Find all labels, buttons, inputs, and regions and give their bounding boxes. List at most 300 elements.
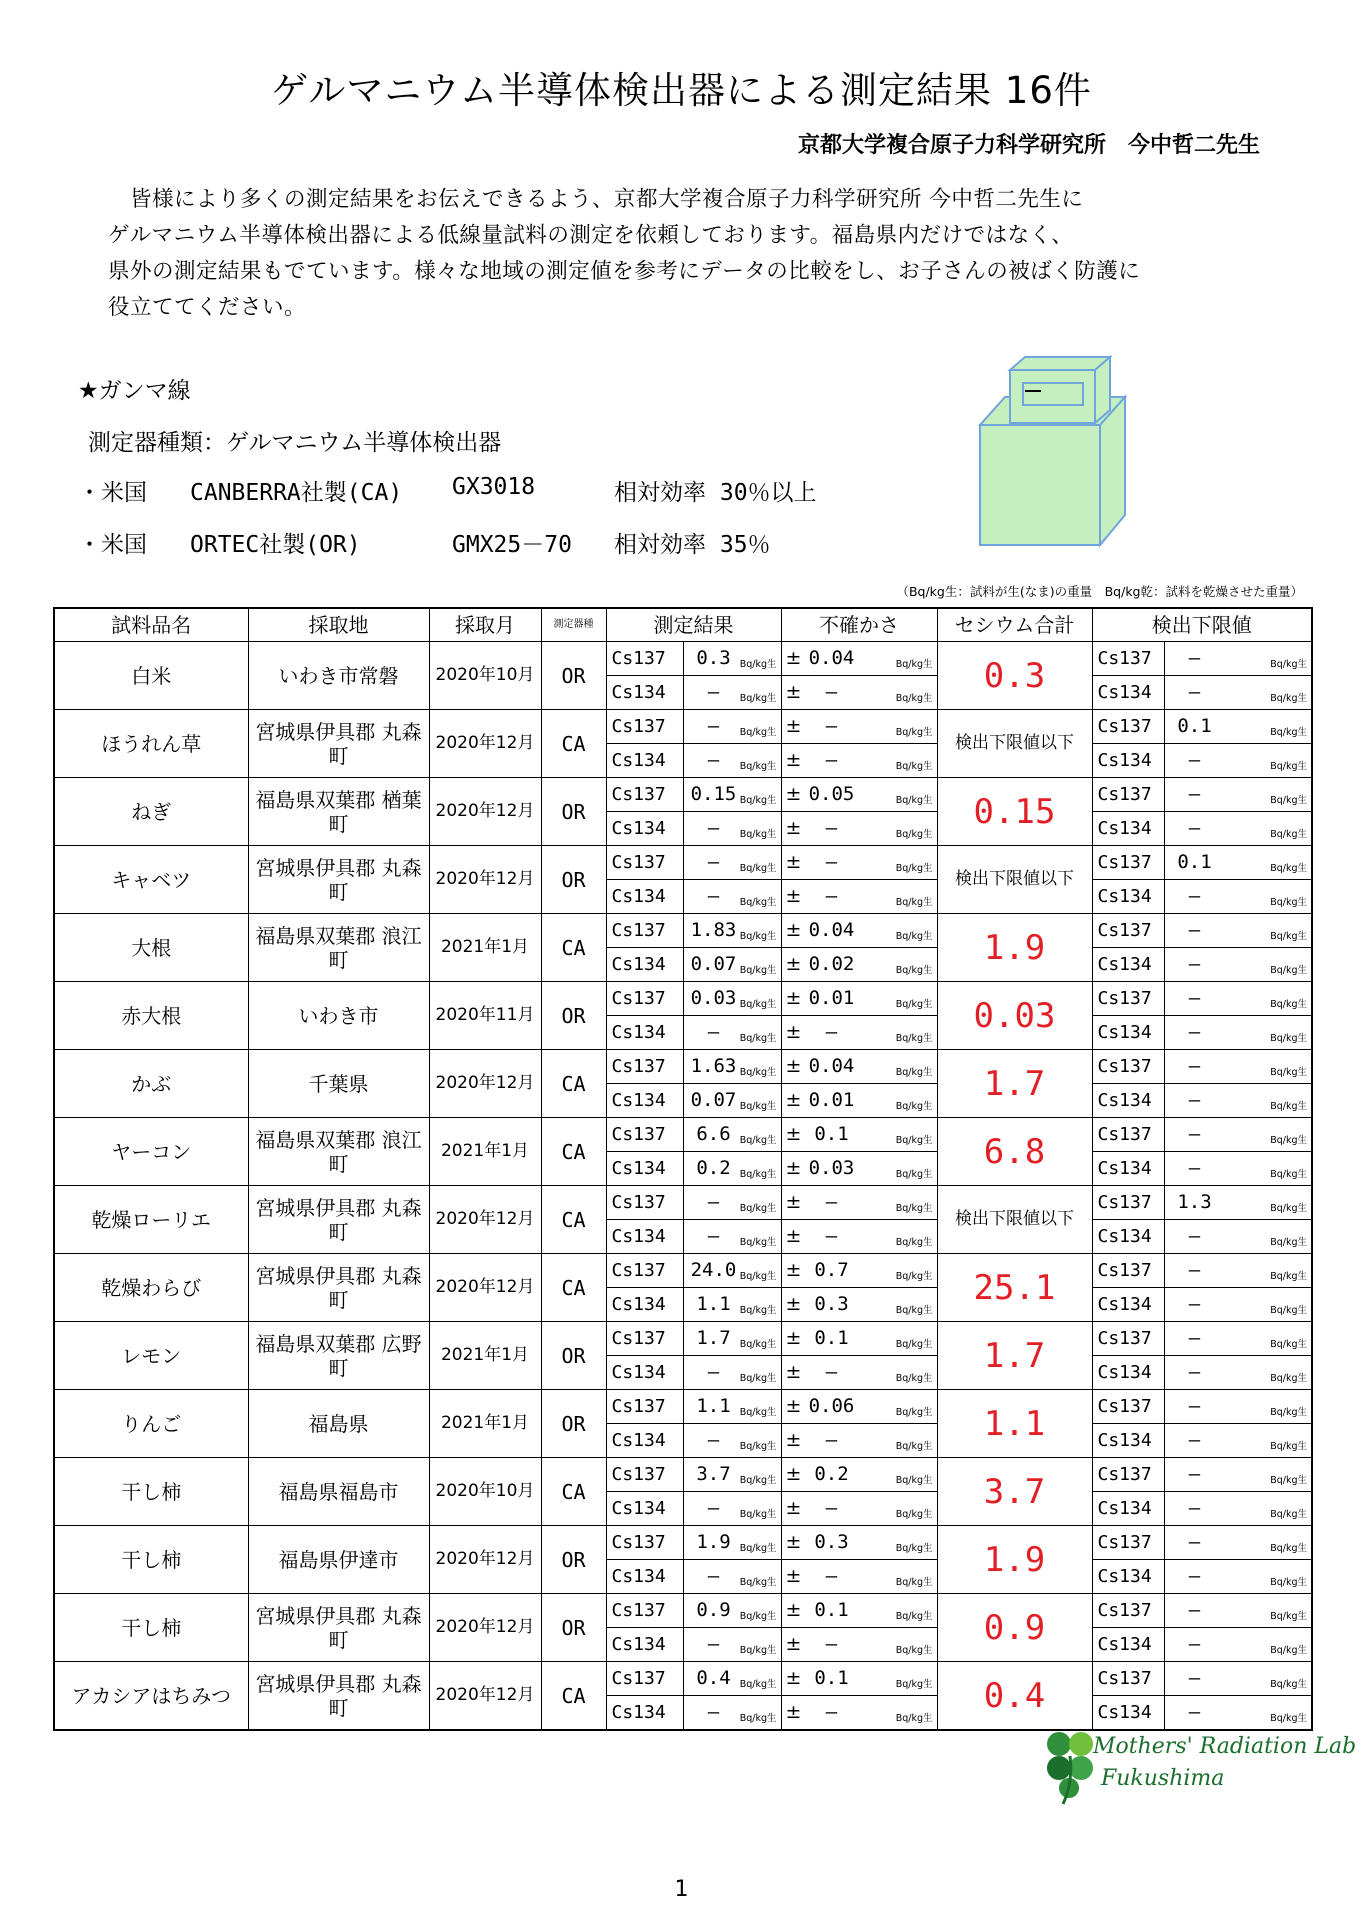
isotope-label: Cs137 [1092, 1594, 1164, 1628]
uncertainty-value: ― [825, 681, 838, 703]
isotope-label: Cs137 [1092, 982, 1164, 1016]
result-cs137 [683, 1594, 781, 1628]
uncertainty-cs137 [781, 1118, 937, 1152]
result-cs134 [683, 1424, 781, 1458]
unit-label: Bq/kg生 [895, 1406, 933, 1418]
isotope-label: Cs137 [606, 1458, 683, 1492]
sample-name: かぶ [54, 1050, 248, 1118]
isotope-label: Cs134 [606, 676, 683, 710]
results-table [53, 607, 1313, 1731]
table-row [54, 1322, 1312, 1356]
limit-cs137 [1164, 642, 1312, 676]
limit-cs134 [1164, 1288, 1312, 1322]
sample-name: 干し柿 [54, 1526, 248, 1594]
isotope-label: Cs134 [1092, 1084, 1164, 1118]
header-uncertainty: 不確かさ [781, 608, 937, 642]
detector-model-1: GX3018 [452, 474, 536, 500]
result-value: ― [707, 715, 720, 737]
result-value: ― [707, 1633, 720, 1655]
uncertainty-value: ― [825, 1701, 838, 1723]
uncertainty-cs134 [781, 948, 937, 982]
unit-label: Bq/kg生 [1270, 1678, 1307, 1690]
plus-minus: ± [785, 1361, 802, 1383]
unit-label: Bq/kg生 [739, 692, 777, 704]
limit-value: ― [1188, 1157, 1201, 1179]
limit-value: ― [1188, 1259, 1201, 1281]
uncertainty-value: 0.1 [814, 1599, 849, 1621]
unit-label: Bq/kg生 [895, 1440, 933, 1452]
result-cs137 [683, 1050, 781, 1084]
uncertainty-cs134 [781, 1356, 937, 1390]
result-cs134 [683, 744, 781, 778]
limit-cs137 [1164, 846, 1312, 880]
result-cs137 [683, 1186, 781, 1220]
sample-date: 2020年12月 [429, 1050, 541, 1118]
unit-label: Bq/kg生 [1270, 1610, 1307, 1622]
result-cs137 [683, 1458, 781, 1492]
uncertainty-value: 0.1 [814, 1123, 849, 1145]
limit-value: ― [1188, 953, 1201, 975]
unit-label: Bq/kg生 [739, 1100, 777, 1112]
isotope-label: Cs134 [606, 1560, 683, 1594]
cesium-total: 1.9 [937, 1526, 1092, 1594]
result-value: ― [707, 1497, 720, 1519]
limit-cs137 [1164, 1186, 1312, 1220]
limit-value: 1.3 [1177, 1191, 1212, 1213]
sample-name: ヤーコン [54, 1118, 248, 1186]
result-value: ― [707, 681, 720, 703]
limit-cs137 [1164, 1526, 1312, 1560]
sample-date: 2020年10月 [429, 642, 541, 710]
isotope-label: Cs137 [606, 914, 683, 948]
cesium-total: 3.7 [937, 1458, 1092, 1526]
header-result: 測定結果 [606, 608, 781, 642]
sample-device: OR [541, 1390, 606, 1458]
sample-name: りんご [54, 1390, 248, 1458]
plus-minus: ± [785, 953, 802, 975]
table-header-row [54, 608, 1312, 642]
result-cs137 [683, 914, 781, 948]
sample-device: CA [541, 1458, 606, 1526]
uncertainty-cs137 [781, 846, 937, 880]
uncertainty-value: ― [825, 851, 838, 873]
unit-label: Bq/kg生 [739, 1270, 777, 1282]
uncertainty-value: 0.01 [808, 1089, 855, 1111]
isotope-label: Cs134 [606, 1356, 683, 1390]
page-title: ゲルマニウム半導体検出器による測定結果 16件 [271, 69, 1092, 112]
sample-device: OR [541, 982, 606, 1050]
sample-place: 福島県双葉郡 浪江町 [248, 914, 429, 982]
isotope-label: Cs134 [1092, 880, 1164, 914]
uncertainty-value: ― [825, 885, 838, 907]
uncertainty-cs137 [781, 1458, 937, 1492]
uncertainty-cs134 [781, 880, 937, 914]
table-row [54, 1050, 1312, 1084]
sample-place: 宮城県伊具郡 丸森町 [248, 846, 429, 914]
limit-cs134 [1164, 676, 1312, 710]
isotope-label: Cs134 [606, 1220, 683, 1254]
limit-value: 0.1 [1177, 715, 1212, 737]
unit-label: Bq/kg生 [895, 1032, 933, 1044]
uncertainty-value: 0.3 [814, 1531, 849, 1553]
result-value: ― [707, 851, 720, 873]
sample-place: 福島県双葉郡 浪江町 [248, 1118, 429, 1186]
unit-label: Bq/kg生 [1270, 1032, 1307, 1044]
uncertainty-value: ― [825, 1429, 838, 1451]
logo-text-line2: Fukushima [1101, 1766, 1225, 1791]
cesium-total: 0.9 [937, 1594, 1092, 1662]
detector-maker-1: CANBERRA社製(CA) [190, 480, 403, 506]
isotope-label: Cs137 [1092, 1458, 1164, 1492]
uncertainty-cs134 [781, 1084, 937, 1118]
result-value: ― [707, 885, 720, 907]
unit-label: Bq/kg生 [739, 1678, 777, 1690]
uncertainty-cs137 [781, 914, 937, 948]
limit-value: ― [1188, 681, 1201, 703]
unit-label: Bq/kg生 [895, 828, 933, 840]
unit-label: Bq/kg生 [895, 760, 933, 772]
unit-label: Bq/kg生 [895, 998, 933, 1010]
unit-label: Bq/kg生 [1270, 1202, 1307, 1214]
result-cs134 [683, 812, 781, 846]
isotope-label: Cs134 [1092, 1560, 1164, 1594]
isotope-label: Cs134 [1092, 1424, 1164, 1458]
plus-minus: ± [785, 1225, 802, 1247]
unit-label: Bq/kg生 [1270, 658, 1307, 670]
unit-label: Bq/kg生 [895, 1610, 933, 1622]
table-row [54, 1254, 1312, 1288]
detector-illustration-icon [975, 355, 1145, 555]
result-value: 1.9 [696, 1531, 731, 1553]
limit-value: ― [1188, 1293, 1201, 1315]
isotope-label: Cs134 [606, 1016, 683, 1050]
uncertainty-value: 0.05 [808, 783, 855, 805]
plus-minus: ± [785, 885, 802, 907]
uncertainty-value: 0.01 [808, 987, 855, 1009]
sample-name: キャベツ [54, 846, 248, 914]
result-value: ― [707, 1701, 720, 1723]
isotope-label: Cs137 [606, 1662, 683, 1696]
uncertainty-cs137 [781, 1322, 937, 1356]
limit-value: ― [1188, 1667, 1201, 1689]
result-cs137 [683, 1390, 781, 1424]
unit-label: Bq/kg生 [895, 1202, 933, 1214]
limit-cs134 [1164, 744, 1312, 778]
result-value: 0.9 [696, 1599, 731, 1621]
isotope-label: Cs137 [606, 1118, 683, 1152]
unit-label: Bq/kg生 [739, 1610, 777, 1622]
isotope-label: Cs137 [1092, 1050, 1164, 1084]
mothers-radiation-lab-logo [1043, 1728, 1357, 1806]
sample-name: 干し柿 [54, 1458, 248, 1526]
unit-label: Bq/kg生 [1270, 964, 1307, 976]
limit-cs134 [1164, 1424, 1312, 1458]
limit-value: ― [1188, 1395, 1201, 1417]
unit-label: Bq/kg生 [1270, 726, 1307, 738]
uncertainty-cs137 [781, 710, 937, 744]
sample-name: アカシアはちみつ [54, 1662, 248, 1731]
uncertainty-cs137 [781, 1390, 937, 1424]
unit-label: Bq/kg生 [739, 726, 777, 738]
uncertainty-value: ― [825, 1565, 838, 1587]
uncertainty-cs134 [781, 1016, 937, 1050]
sample-date: 2020年10月 [429, 1458, 541, 1526]
unit-label: Bq/kg生 [739, 1508, 777, 1520]
unit-label: Bq/kg生 [895, 964, 933, 976]
limit-value: ― [1188, 1021, 1201, 1043]
table-row [54, 778, 1312, 812]
unit-label: Bq/kg生 [739, 1474, 777, 1486]
unit-note: （Bq/kg生：試料が生(なま)の重量 Bq/kg乾：試料を乾燥させた重量） [896, 584, 1303, 599]
result-cs134 [683, 1560, 781, 1594]
sample-place: 宮城県伊具郡 丸森町 [248, 710, 429, 778]
plus-minus: ± [785, 1395, 802, 1417]
sample-place: いわき市 [248, 982, 429, 1050]
uncertainty-value: ― [825, 1497, 838, 1519]
result-cs134 [683, 880, 781, 914]
result-value: 0.4 [696, 1667, 731, 1689]
unit-label: Bq/kg生 [1270, 692, 1307, 704]
cesium-total: 6.8 [937, 1118, 1092, 1186]
unit-label: Bq/kg生 [739, 1644, 777, 1656]
unit-label: Bq/kg生 [895, 862, 933, 874]
limit-cs137 [1164, 914, 1312, 948]
result-cs137 [683, 846, 781, 880]
sample-date: 2021年1月 [429, 1322, 541, 1390]
uncertainty-cs137 [781, 1662, 937, 1696]
limit-value: ― [1188, 987, 1201, 1009]
limit-value: ― [1188, 1463, 1201, 1485]
sample-place: 福島県 [248, 1390, 429, 1458]
limit-cs137 [1164, 710, 1312, 744]
sample-place: 千葉県 [248, 1050, 429, 1118]
isotope-label: Cs137 [1092, 1526, 1164, 1560]
uncertainty-value: 0.04 [808, 1055, 855, 1077]
isotope-label: Cs137 [1092, 1186, 1164, 1220]
limit-cs137 [1164, 778, 1312, 812]
table-row [54, 642, 1312, 676]
sample-place: いわき市常磐 [248, 642, 429, 710]
isotope-label: Cs137 [1092, 1390, 1164, 1424]
unit-label: Bq/kg生 [1270, 1576, 1307, 1588]
result-cs134 [683, 1492, 781, 1526]
uncertainty-cs134 [781, 1152, 937, 1186]
result-value: ― [707, 1361, 720, 1383]
detector-country-2: ・米国 [78, 532, 147, 558]
result-cs137 [683, 642, 781, 676]
result-cs134 [683, 1016, 781, 1050]
isotope-label: Cs137 [606, 778, 683, 812]
sample-name: 白米 [54, 642, 248, 710]
limit-value: ― [1188, 919, 1201, 941]
unit-label: Bq/kg生 [895, 726, 933, 738]
plus-minus: ± [785, 851, 802, 873]
unit-label: Bq/kg生 [739, 828, 777, 840]
sample-date: 2021年1月 [429, 1118, 541, 1186]
uncertainty-cs134 [781, 812, 937, 846]
cesium-total: 検出下限値以下 [937, 1186, 1092, 1254]
unit-label: Bq/kg生 [1270, 1236, 1307, 1248]
isotope-label: Cs137 [606, 1050, 683, 1084]
isotope-label: Cs137 [1092, 1254, 1164, 1288]
sample-device: OR [541, 778, 606, 846]
isotope-label: Cs134 [1092, 676, 1164, 710]
sample-device: OR [541, 1322, 606, 1390]
sample-device: OR [541, 846, 606, 914]
limit-cs134 [1164, 1696, 1312, 1731]
unit-label: Bq/kg生 [1270, 760, 1307, 772]
limit-cs134 [1164, 1016, 1312, 1050]
isotope-label: Cs134 [606, 1152, 683, 1186]
result-value: 24.0 [690, 1259, 737, 1281]
isotope-label: Cs137 [606, 1186, 683, 1220]
header-limit: 検出下限値 [1092, 608, 1312, 642]
isotope-label: Cs137 [606, 982, 683, 1016]
plus-minus: ± [785, 1701, 802, 1723]
sample-device: OR [541, 642, 606, 710]
cesium-total: 1.7 [937, 1050, 1092, 1118]
unit-label: Bq/kg生 [739, 1542, 777, 1554]
result-cs134 [683, 1696, 781, 1731]
result-cs137 [683, 778, 781, 812]
unit-label: Bq/kg生 [1270, 1508, 1307, 1520]
sample-name: 大根 [54, 914, 248, 982]
limit-cs134 [1164, 1492, 1312, 1526]
limit-value: ― [1188, 1633, 1201, 1655]
sample-place: 宮城県伊具郡 丸森町 [248, 1186, 429, 1254]
unit-label: Bq/kg生 [1270, 794, 1307, 806]
unit-label: Bq/kg生 [739, 1032, 777, 1044]
plus-minus: ± [785, 1021, 802, 1043]
unit-label: Bq/kg生 [895, 1474, 933, 1486]
isotope-label: Cs137 [1092, 642, 1164, 676]
result-cs134 [683, 1356, 781, 1390]
uncertainty-cs134 [781, 1288, 937, 1322]
header-device: 測定器種 [541, 608, 606, 642]
unit-label: Bq/kg生 [739, 1304, 777, 1316]
uncertainty-cs134 [781, 1492, 937, 1526]
result-cs134 [683, 1084, 781, 1118]
unit-label: Bq/kg生 [895, 1576, 933, 1588]
limit-cs137 [1164, 1254, 1312, 1288]
unit-label: Bq/kg生 [1270, 1440, 1307, 1452]
plus-minus: ± [785, 1157, 802, 1179]
table-row [54, 846, 1312, 880]
plus-minus: ± [785, 1497, 802, 1519]
isotope-label: Cs134 [606, 1084, 683, 1118]
uncertainty-value: 0.3 [814, 1293, 849, 1315]
unit-label: Bq/kg生 [895, 1508, 933, 1520]
table-row [54, 1458, 1312, 1492]
table-row [54, 1186, 1312, 1220]
sample-name: ほうれん草 [54, 710, 248, 778]
logo-text-line1: Mothers' Radiation Lab [1093, 1734, 1357, 1759]
sample-name: レモン [54, 1322, 248, 1390]
unit-label: Bq/kg生 [895, 1338, 933, 1350]
header-date: 採取月 [429, 608, 541, 642]
limit-cs137 [1164, 1594, 1312, 1628]
sample-date: 2020年11月 [429, 982, 541, 1050]
plus-minus: ± [785, 987, 802, 1009]
limit-value: ― [1188, 1123, 1201, 1145]
limit-value: 0.1 [1177, 851, 1212, 873]
sample-date: 2021年1月 [429, 914, 541, 982]
sample-device: OR [541, 1526, 606, 1594]
result-cs134 [683, 1152, 781, 1186]
uncertainty-value: ― [825, 715, 838, 737]
limit-cs137 [1164, 1050, 1312, 1084]
unit-label: Bq/kg生 [1270, 1066, 1307, 1078]
isotope-label: Cs134 [1092, 948, 1164, 982]
uncertainty-value: 0.1 [814, 1667, 849, 1689]
uncertainty-cs137 [781, 642, 937, 676]
result-value: 1.83 [690, 919, 737, 941]
result-value: 1.7 [696, 1327, 731, 1349]
sample-name: ねぎ [54, 778, 248, 846]
limit-value: ― [1188, 1327, 1201, 1349]
sample-device: CA [541, 1186, 606, 1254]
uncertainty-cs134 [781, 1220, 937, 1254]
limit-value: ― [1188, 1599, 1201, 1621]
limit-cs134 [1164, 1356, 1312, 1390]
isotope-label: Cs134 [606, 812, 683, 846]
sample-device: OR [541, 1594, 606, 1662]
unit-label: Bq/kg生 [895, 658, 933, 670]
isotope-label: Cs134 [1092, 1356, 1164, 1390]
unit-label: Bq/kg生 [739, 1576, 777, 1588]
isotope-label: Cs134 [1092, 1152, 1164, 1186]
result-value: 0.07 [690, 1089, 737, 1111]
unit-label: Bq/kg生 [895, 1644, 933, 1656]
unit-label: Bq/kg生 [1270, 1644, 1307, 1656]
cesium-total: 1.7 [937, 1322, 1092, 1390]
uncertainty-value: 0.04 [808, 647, 855, 669]
unit-label: Bq/kg生 [739, 794, 777, 806]
result-value: 1.63 [690, 1055, 737, 1077]
result-value: ― [707, 1565, 720, 1587]
sample-place: 福島県福島市 [248, 1458, 429, 1526]
isotope-label: Cs137 [1092, 778, 1164, 812]
isotope-label: Cs134 [606, 1696, 683, 1731]
cesium-total: 0.15 [937, 778, 1092, 846]
cesium-total: 1.9 [937, 914, 1092, 982]
uncertainty-value: 0.04 [808, 919, 855, 941]
unit-label: Bq/kg生 [1270, 1134, 1307, 1146]
unit-label: Bq/kg生 [739, 1168, 777, 1180]
sample-name: 乾燥わらび [54, 1254, 248, 1322]
cesium-total: 検出下限値以下 [937, 710, 1092, 778]
unit-label: Bq/kg生 [739, 1066, 777, 1078]
isotope-label: Cs137 [1092, 914, 1164, 948]
header-place: 採取地 [248, 608, 429, 642]
limit-value: ― [1188, 885, 1201, 907]
unit-label: Bq/kg生 [739, 862, 777, 874]
sample-device: CA [541, 1662, 606, 1731]
isotope-label: Cs137 [1092, 1118, 1164, 1152]
result-value: 0.2 [696, 1157, 731, 1179]
sample-date: 2020年12月 [429, 1662, 541, 1731]
clover-icon [1043, 1728, 1099, 1806]
isotope-label: Cs137 [606, 1390, 683, 1424]
limit-cs134 [1164, 948, 1312, 982]
isotope-label: Cs134 [1092, 1220, 1164, 1254]
cesium-total: 25.1 [937, 1254, 1092, 1322]
uncertainty-cs137 [781, 982, 937, 1016]
header-name: 試料品名 [54, 608, 248, 642]
detector-type: 測定器種類：ゲルマニウム半導体検出器 [88, 430, 502, 456]
uncertainty-cs134 [781, 1560, 937, 1594]
plus-minus: ± [785, 715, 802, 737]
